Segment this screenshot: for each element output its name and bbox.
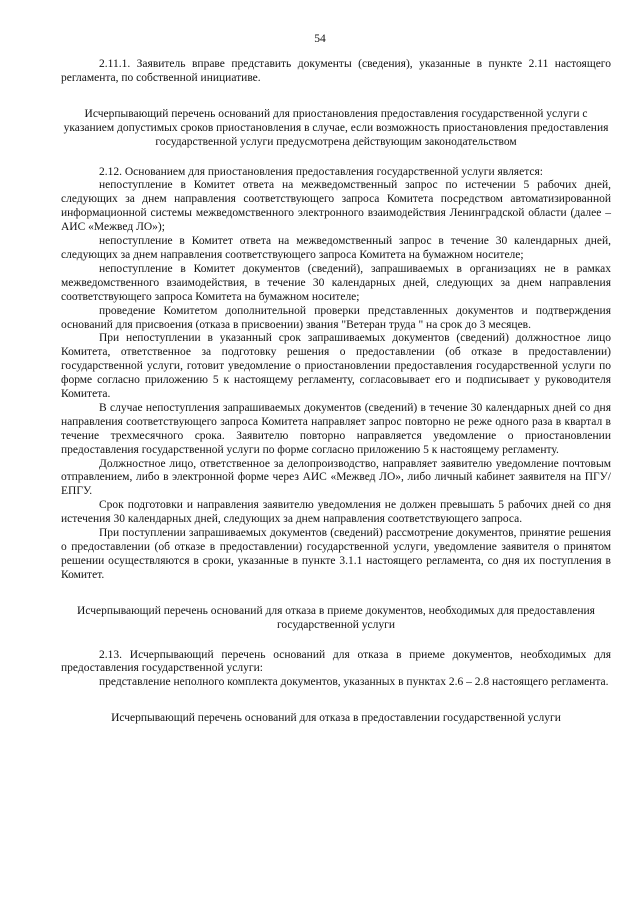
paragraph-2-13: 2.13. Исчерпывающий перечень оснований для отказа в приеме документов, необходимых для предоставления государственной услуги:	[61, 648, 611, 675]
paragraph-notification-delivery: Должностное лицо, ответственное за делопроизводство, направляет заявителю уведомление почтовым отправлением, либо в электронной форме через АИС «Межвед ЛО», либо личный кабинет заявителя на ПГУ/ ЕПГУ.	[61, 457, 611, 498]
list-item-additional-check: проведение Комитетом дополнительной проверки представленных документов и подтверждения оснований для присвоения (отказа в присвоении) звания "Ветеран труда " на срок до 3 месяцев.	[61, 304, 611, 331]
paragraph-2-12: 2.12. Основанием для приостановления предоставления государственной услуги является:	[99, 165, 543, 178]
list-item-no-response-30-days: непоступление в Комитет ответа на межведомственный запрос в течение 30 календарных дней, следующих за днем направления соответствующего запроса Комитета на бумажном носителе;	[61, 235, 611, 261]
section-heading-refusal-documents: Исчерпывающий перечень оснований для отказа в приеме документов, необходимых для предоставления государственной услуги	[77, 604, 595, 631]
paragraph-documents-received: При поступлении запрашиваемых документов (сведений) рассмотрение документов, принятие решения о предоставлении (об отказе в предоставлении) государственной услуги, уведомление заявителя о принятом решении осуществляются в сроки, указанные в пункте 3.1.1 настоящего регламента, со дня их поступления в Комитет.	[61, 527, 611, 581]
list-item-no-documents: непоступление в Комитет документов (сведений), запрашиваемых в организациях не в рамках межведомственного взаимодействия, в течение 30 календарных дней, следующих за днем направления соответствующего запроса Комитета на бумажном носителе;	[61, 262, 611, 303]
paragraph-repeat-request: В случае непоступления запрашиваемых документов (сведений) в течение 30 календарных дней со дня направления соответствующего запроса Комитета направляет запрос повторно не реже одного раза в квартал в течение трехмесячного срока. Заявителю повторно направляется уведомление о приостановлении предоставления государственной услуги по форме согласно приложению 5 к настоящему регламенту.	[61, 401, 611, 456]
paragraph-notification-deadline: Срок подготовки и направления заявителю уведомления не должен превышать 5 рабочих дней со дня истечения 30 календарных дней, следующих за днем направления соответствующего запроса.	[61, 499, 611, 526]
document-body	[61, 58, 611, 726]
page-number: 54	[314, 33, 326, 45]
paragraph-2-11-1: 2.11.1. Заявитель вправе представить документы (сведения), указанные в пункте 2.11 настоящего регламента, по собственной инициативе.	[61, 58, 611, 84]
paragraph-notification-prepare: При непоступлении в указанный срок запрашиваемых документов (сведений) должностное лицо Комитета, ответственное за подготовку решения о предоставлении (об отказе в предоставлении) государственной услуги, готовит уведомление о приостановлении предоставления государственной услуги по форме согласно приложению 5 к настоящему регламенту, согласовывает его и подписывает у руководителя Комитета.	[61, 332, 611, 401]
list-item-incomplete-set: представление неполного комплекта документов, указанных в пунктах 2.6 – 2.8 настоящего регламента.	[99, 676, 609, 689]
section-heading-suspension: Исчерпывающий перечень оснований для приостановления предоставления государственной услуги с указанием допустимых сроков приостановления в случае, если возможность приостановления предоставления государственной услуги предусмотрена действующим законодательством	[63, 107, 609, 148]
list-item-no-response-5-days: непоступление в Комитет ответа на межведомственный запрос по истечении 5 рабочих дней, следующих за днем направления соответствующего запроса Комитета посредством автоматизированной информационной системы межведомственного электронного взаимодействия Ленинградской области (далее – АИС «Межвед ЛО»);	[61, 179, 611, 234]
section-heading-refusal-service: Исчерпывающий перечень оснований для отказа в предоставлении государственной услуги	[111, 712, 561, 725]
